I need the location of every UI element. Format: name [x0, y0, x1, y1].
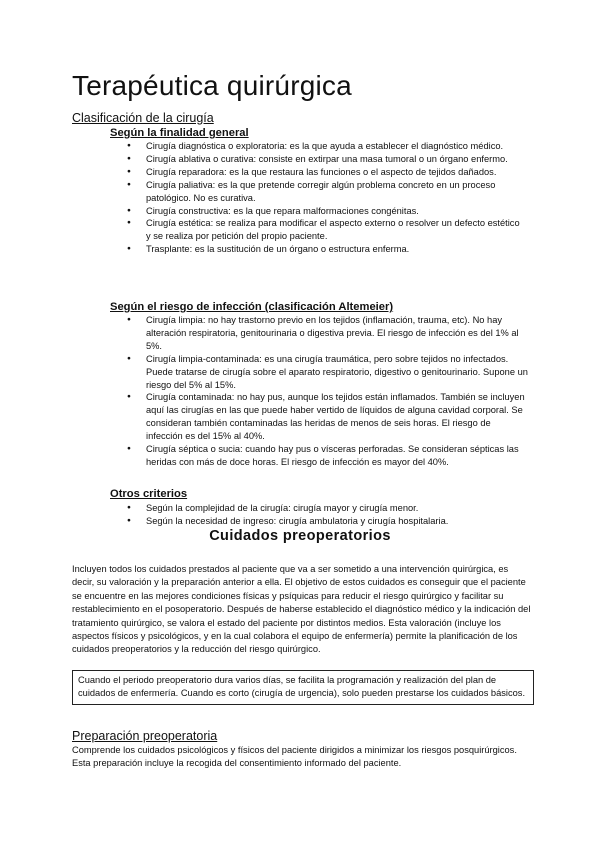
list-item: ● Cirugía constructiva: es la que repara malformaciones congénitas.	[146, 205, 526, 218]
cuidados-paragraph: Incluyen todos los cuidados prestados al paciente que va a ser sometido a una intervención quirúrgica, es decir, su valoración y la preparación anterior a ella. El objetivo de estos cuidados es conseguir que el paciente se encuentre en las mejores condiciones físicas y psíquicas para reducir el riesgo quirúrgico y facilitar su restablecimiento en el posoperatorio. Después de haberse establecido el diagnóstico médico y la indicación del tratamiento quirúrgico, se valora el estado del paciente por distintos medios. Esta valoración (incluye los aspectos físicos y psicológicos, y en la cual colabora el equipo de enfermería) permite la planificación de los cuidados preoperatorios y la reducción del riesgo quirúrgico.	[72, 564, 531, 655]
list-item: ● Cirugía diagnóstica o exploratoria: es la que ayuda a establecer el diagnóstico médico.	[146, 140, 526, 153]
subheading-infeccion: Según el riesgo de infección (clasificación Altemeier)	[110, 301, 394, 313]
list-finalidad	[146, 140, 526, 256]
list-item: ● Cirugía reparadora: es la que restaura las funciones o el aspecto de tejidos dañados.	[146, 166, 526, 179]
page-title: Terapéutica quirúrgica	[72, 70, 352, 101]
section-heading-cuidados: Cuidados preoperatorios	[209, 528, 391, 544]
list-item: ● Según la necesidad de ingreso: cirugía ambulatoria y cirugía hospitalaria.	[146, 515, 546, 528]
note-box: Cuando el periodo preoperatorio dura varios días, se facilita la programación y realización del plan de cuidados de enfermería. Cuando es corto (cirugía de urgencia), solo pueden prestarse los cuidados básicos.	[72, 670, 534, 705]
subheading-otros: Otros criterios	[110, 488, 188, 500]
list-otros	[146, 502, 546, 528]
list-item: ● Cirugía paliativa: es la que pretende corregir algún problema concreto en un proceso patológico. No es curativa.	[146, 179, 526, 205]
list-item: ● Cirugía estética: se realiza para modificar el aspecto externo o resolver un defecto estético y se realiza por petición del propio paciente.	[146, 217, 526, 243]
list-item: ● Cirugía limpia-contaminada: es una cirugía traumática, pero sobre tejidos no infectados. Puede tratarse de cirugía sobre el aparato respiratorio, digestivo o genitourinario. Supone un riesgo del 5% al 15%.	[146, 353, 528, 392]
subheading-finalidad: Según la finalidad general	[110, 127, 249, 139]
list-item: ● Según la complejidad de la cirugía: cirugía mayor y cirugía menor.	[146, 502, 546, 515]
list-item: ● Cirugía séptica o sucia: cuando hay pus o vísceras perforadas. Se consideran sépticas las heridas con más de doce horas. El riesgo de infección es mayor del 40%.	[146, 443, 528, 469]
list-infeccion	[146, 314, 528, 469]
section-heading-preparacion: Preparación preoperatoria	[72, 729, 218, 743]
preparacion-paragraph: Comprende los cuidados psicológicos y físicos del paciente dirigidos a minimizar los riesgos posquirúrgicos. Esta preparación incluye la recogida del consentimiento informado del paciente.	[72, 745, 517, 769]
list-item: ● Trasplante: es la sustitución de un órgano o estructura enferma.	[146, 243, 526, 256]
list-item: ● Cirugía contaminada: no hay pus, aunque los tejidos están inflamados. También se incluyen aquí las cirugías en las que puede haber vertido de líquidos de alguna cavidad corporal. Se consideran también contaminadas las heridas de menos de seis horas. El riesgo de infección es del 15% al 40%.	[146, 391, 528, 443]
list-item: ● Cirugía limpia: no hay trastorno previo en los tejidos (inflamación, trauma, etc). No hay alteración respiratoria, genitourinaria o digestiva previa. El riesgo de infección es del 1% al 5%.	[146, 314, 528, 353]
section-heading-clasificacion: Clasificación de la cirugía	[72, 111, 214, 125]
list-item: ● Cirugía ablativa o curativa: consiste en extirpar una masa tumoral o un órgano enfermo.	[146, 153, 526, 166]
